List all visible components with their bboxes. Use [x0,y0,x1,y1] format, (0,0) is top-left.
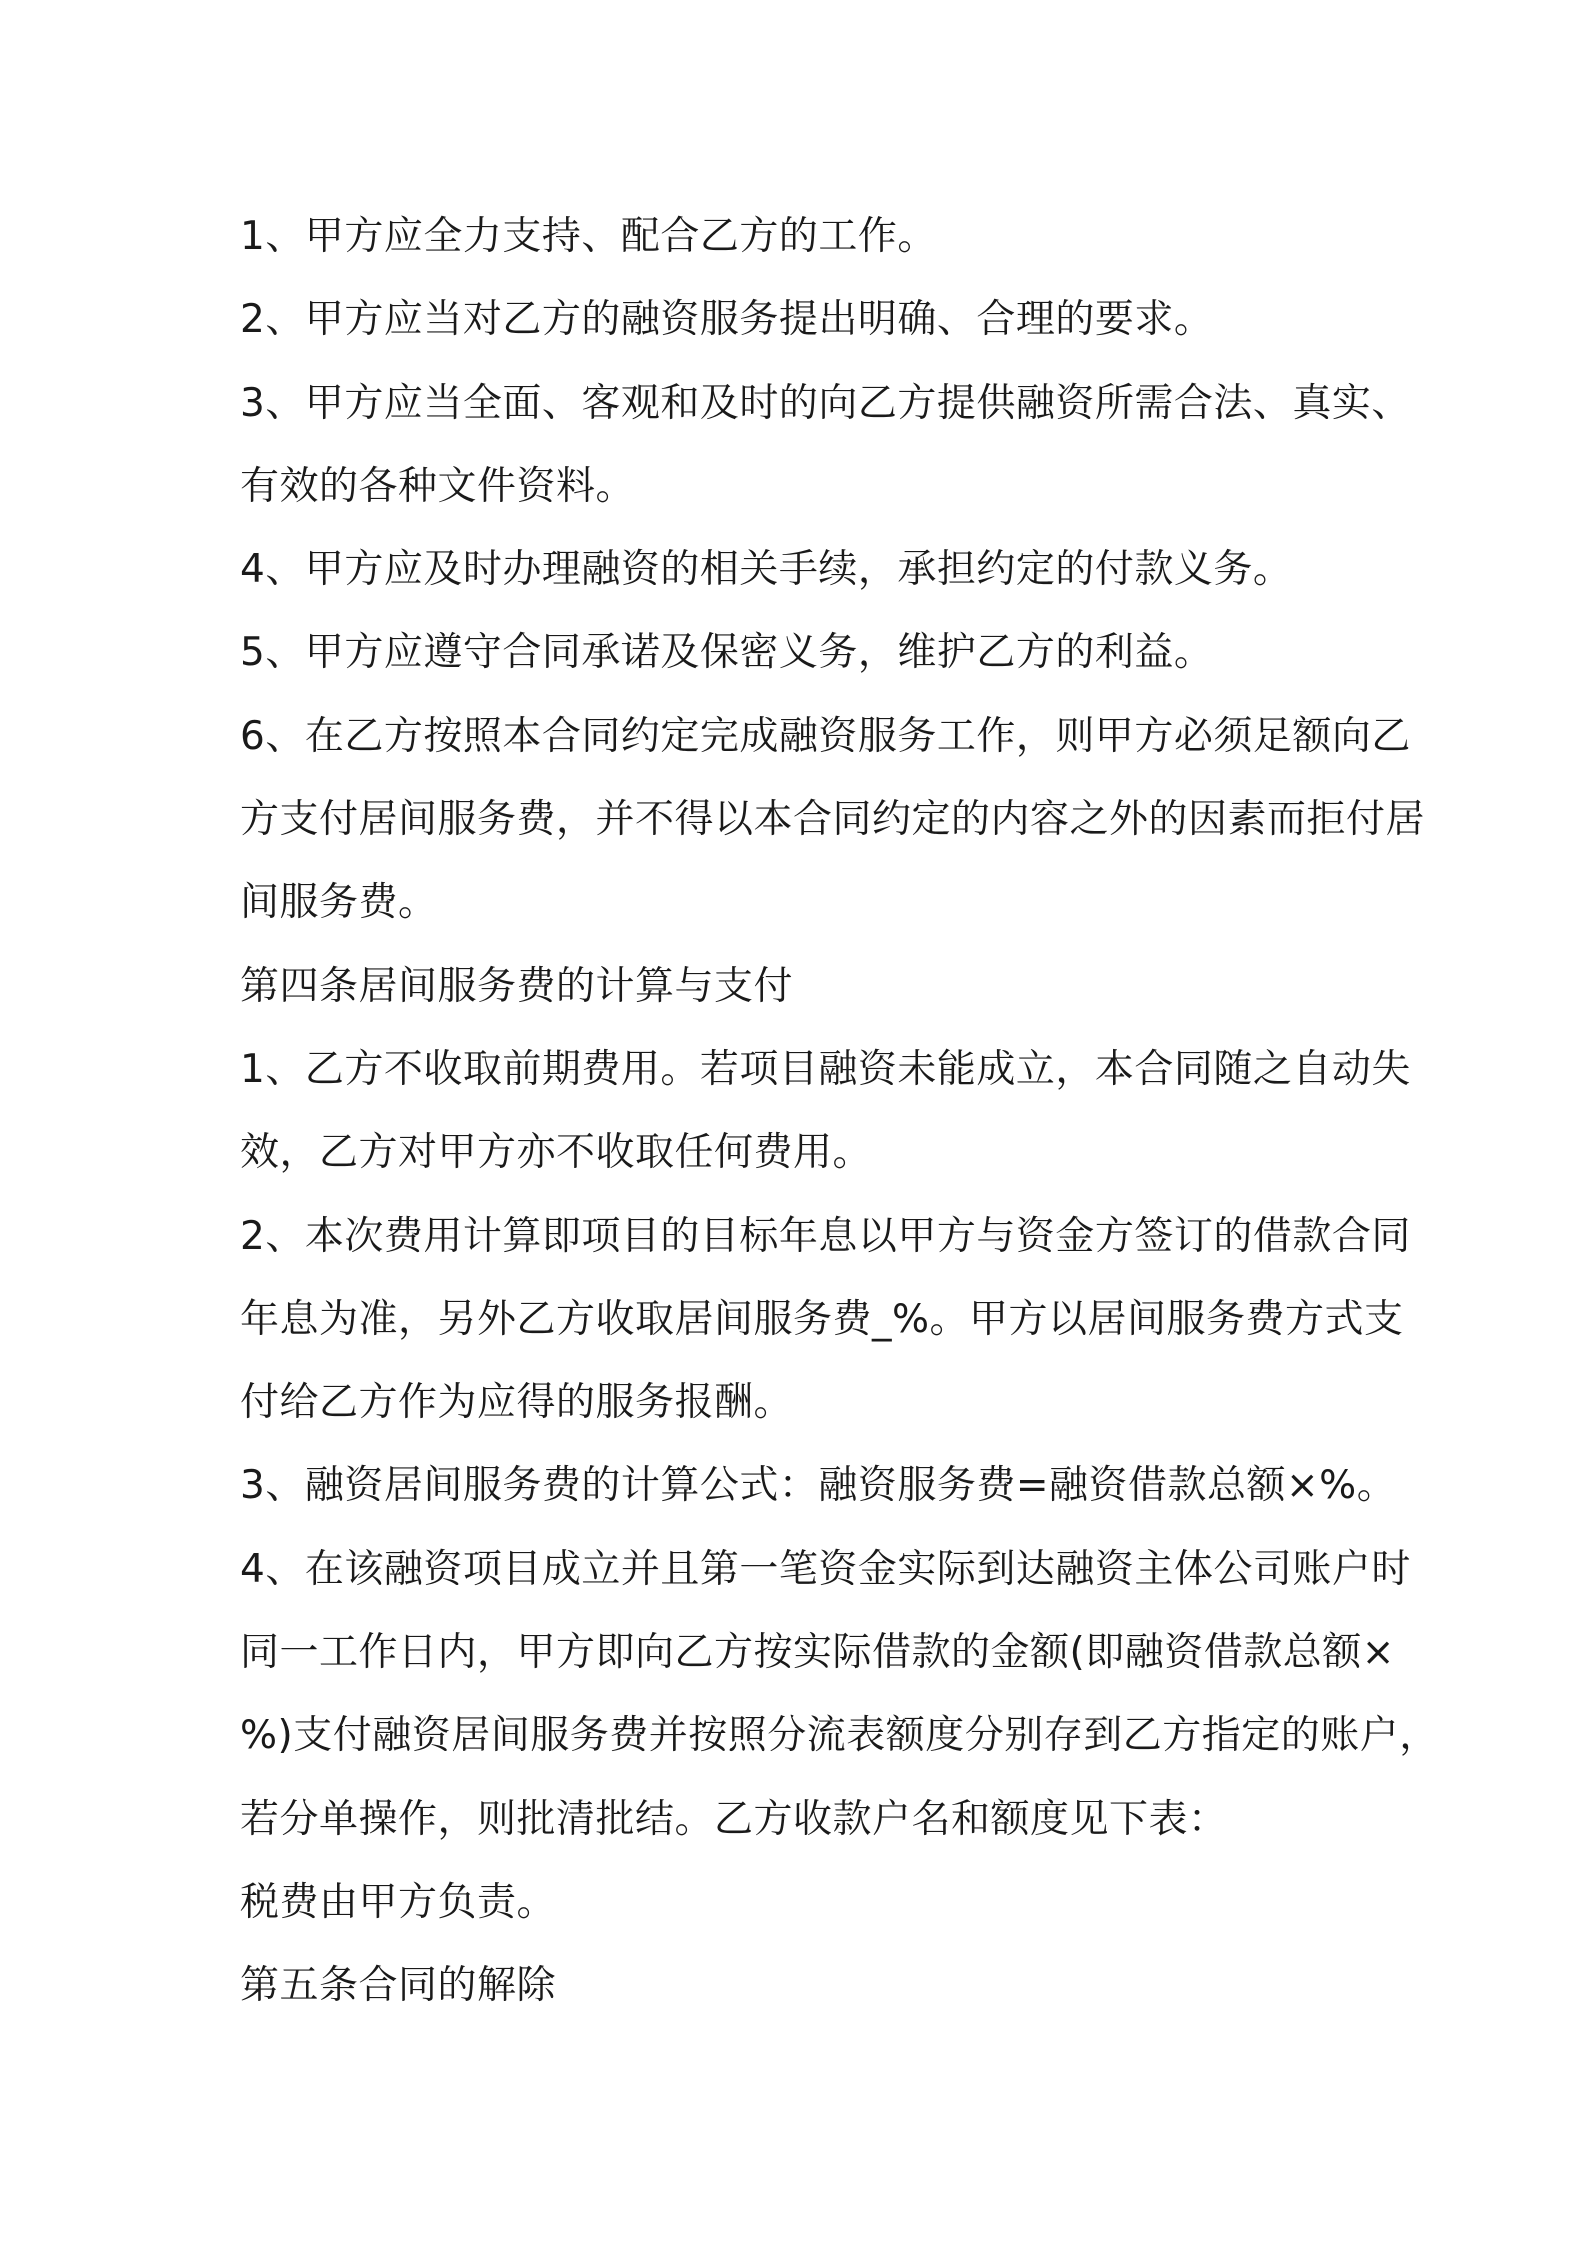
clause-2: 2、甲方应当对乙方的融资服务提出明确、合理的要求。 [240,297,1214,343]
fee-clause-2-line-3: 付给乙方作为应得的服务报酬。 [240,1380,794,1426]
clause-3-line-2: 有效的各种文件资料。 [240,463,636,509]
clause-6-line-2: 方支付居间服务费，并不得以本合同约定的内容之外的因素而拒付居 [240,797,1426,843]
fee-clause-4-line-4: 若分单操作，则批清批结。乙方收款户名和额度见下表： [240,1796,1228,1842]
section-heading-article-4: 第四条居间服务费的计算与支付 [240,963,794,1009]
fee-clause-2-line-2: 年息为准，另外乙方收取居间服务费_%。甲方以居间服务费方式支 [240,1296,1404,1342]
section-heading-article-5: 第五条合同的解除 [240,1963,557,2009]
clause-4: 4、甲方应及时办理融资的相关手续，承担约定的付款义务。 [240,547,1293,593]
document-body [240,195,1439,2028]
clause-6-line-1: 6、在乙方按照本合同约定完成融资服务工作，则甲方必须足额向乙 [240,713,1411,759]
clause-1: 1、甲方应全力支持、配合乙方的工作。 [240,214,937,259]
clause-6-line-3: 间服务费。 [240,880,438,926]
fee-clause-1-line-1: 1、乙方不收取前期费用。若项目融资未能成立，本合同随之自动失 [240,1046,1411,1092]
clause-3-line-1: 3、甲方应当全面、客观和及时的向乙方提供融资所需合法、真实、 [240,380,1411,426]
fee-clause-2-line-1: 2、本次费用计算即项目的目标年息以甲方与资金方签订的借款合同 [240,1213,1411,1259]
fee-clause-1-line-2: 效，乙方对甲方亦不收取任何费用。 [240,1130,873,1176]
tax-note: 税费由甲方负责。 [240,1879,557,1925]
fee-clause-4-line-3: %)支付融资居间服务费并按照分流表额度分别存到乙方指定的账户， [240,1713,1439,1759]
fee-clause-4-line-2: 同一工作日内，甲方即向乙方按实际借款的金额(即融资借款总额× [240,1630,1395,1676]
clause-5: 5、甲方应遵守合同承诺及保密义务，维护乙方的利益。 [240,630,1214,676]
fee-clause-3: 3、融资居间服务费的计算公式：融资服务费=融资借款总额×%。 [240,1463,1397,1509]
fee-clause-4-line-1: 4、在该融资项目成立并且第一笔资金实际到达融资主体公司账户时 [240,1546,1411,1592]
